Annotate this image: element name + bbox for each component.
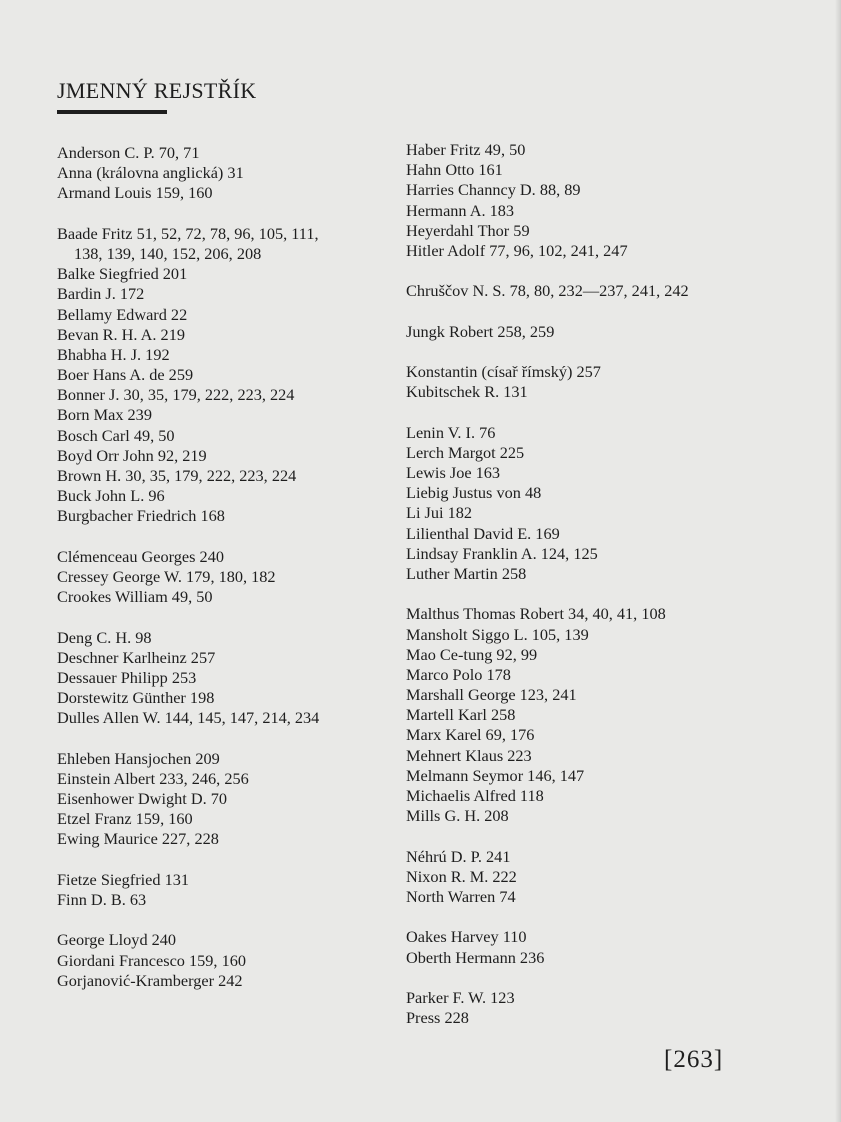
- index-entry: Giordani Francesco 159, 160: [57, 950, 246, 970]
- index-entry: Gorjanović-Kramberger 242: [57, 970, 243, 990]
- index-entry: Balke Siegfried 201: [57, 264, 188, 284]
- group-spacer: [57, 910, 319, 930]
- index-entry: Bardin J. 172: [57, 284, 145, 304]
- index-entry: Eisenhower Dwight D. 70: [57, 789, 228, 808]
- group-spacer: [57, 204, 319, 224]
- index-entry: Baade Fritz 51, 52, 72, 78, 96, 105, 111,: [57, 223, 319, 243]
- index-entry: Hermann A. 183: [406, 200, 515, 220]
- index-entry: Crookes William 49, 50: [57, 587, 213, 607]
- index-entry: Bonner J. 30, 35, 179, 222, 223, 224: [57, 385, 295, 405]
- index-entry: Kubitschek R. 131: [406, 382, 528, 402]
- index-entry: Malthus Thomas Robert 34, 40, 41, 108: [406, 604, 666, 624]
- index-entry: Dulles Allen W. 144, 145, 147, 214, 234: [57, 708, 320, 728]
- index-entry: Bosch Carl 49, 50: [57, 425, 175, 445]
- index-entry: Deng C. H. 98: [57, 627, 152, 647]
- index-entry: Fietze Siegfried 131: [57, 869, 190, 889]
- index-entry: Anderson C. P. 70, 71: [57, 143, 200, 162]
- index-entry: Konstantin (císař římský) 257: [406, 362, 601, 382]
- index-entry: Lindsay Franklin A. 124, 125: [406, 543, 598, 563]
- index-entry: Néhrú D. P. 241: [406, 846, 511, 866]
- index-entry: Marco Polo 178: [406, 664, 511, 684]
- index-entry: Ehleben Hansjochen 209: [57, 748, 220, 768]
- index-entry: Lerch Margot 225: [406, 442, 525, 462]
- index-entry: Ewing Maurice 227, 228: [57, 829, 219, 849]
- index-entry: Michaelis Alfred 118: [406, 786, 544, 805]
- index-entry: Liebig Justus von 48: [406, 483, 542, 503]
- index-entry: Harries Channcy D. 88, 89: [406, 180, 581, 200]
- group-spacer: [406, 826, 689, 846]
- index-entry: Mansholt Siggo L. 105, 139: [406, 624, 589, 644]
- index-entry: Anna (královna anglická) 31: [57, 163, 244, 183]
- index-entry: Press 228: [406, 1008, 469, 1028]
- title-underline: [57, 110, 167, 114]
- group-spacer: [406, 342, 689, 362]
- index-entry: Bellamy Edward 22: [57, 304, 188, 324]
- index-entry: Armand Louis 159, 160: [57, 183, 213, 203]
- index-column-left: [57, 143, 319, 991]
- index-entry: Marshall George 123, 241: [406, 685, 577, 705]
- index-entry: Heyerdahl Thor 59: [406, 220, 530, 240]
- index-entry: Etzel Franz 159, 160: [57, 809, 193, 829]
- index-entry: Boer Hans A. de 259: [57, 365, 194, 385]
- group-spacer: [57, 728, 319, 748]
- group-spacer: [406, 402, 689, 422]
- group-spacer: [406, 261, 689, 281]
- index-entry: Chruščov N. S. 78, 80, 232—237, 241, 242: [406, 281, 689, 301]
- index-entry: Buck John L. 96: [57, 486, 165, 506]
- page-title: JMENNÝ REJSTŘÍK: [57, 78, 257, 103]
- index-entry: Oakes Harvey 110: [406, 927, 527, 947]
- index-entry: Mao Ce-tung 92, 99: [406, 644, 538, 664]
- index-column-right: [406, 140, 689, 1028]
- index-entry: Cressey George W. 179, 180, 182: [57, 566, 276, 586]
- index-entry: Bhabha H. J. 192: [57, 344, 170, 364]
- group-spacer: [57, 850, 319, 870]
- index-entry: Oberth Hermann 236: [406, 947, 545, 967]
- index-entry: Martell Karl 258: [406, 705, 516, 725]
- index-entry: Li Jui 182: [406, 503, 473, 523]
- group-spacer: [57, 607, 319, 627]
- index-entry: Lilienthal David E. 169: [406, 523, 560, 543]
- index-entry: Hitler Adolf 77, 96, 102, 241, 247: [406, 240, 628, 260]
- index-entry: Clémenceau Georges 240: [57, 546, 224, 566]
- index-entry: Hahn Otto 161: [406, 160, 503, 180]
- index-entry-continuation: 138, 139, 140, 152, 206, 208: [74, 243, 262, 263]
- index-entry: Nixon R. M. 222: [406, 866, 517, 886]
- page-edge-shadow: [835, 0, 841, 1122]
- index-entry: Marx Karel 69, 176: [406, 725, 535, 745]
- page-number: [263]: [664, 1046, 724, 1073]
- index-entry: George Lloyd 240: [57, 930, 177, 950]
- index-entry: Finn D. B. 63: [57, 889, 147, 909]
- index-entry: Mills G. H. 208: [406, 806, 509, 826]
- index-entry: Dessauer Philipp 253: [57, 667, 197, 687]
- group-spacer: [406, 302, 689, 322]
- index-entry: Luther Martin 258: [406, 563, 527, 583]
- group-spacer: [406, 584, 689, 604]
- index-entry: Einstein Albert 233, 246, 256: [57, 768, 249, 788]
- index-entry: Brown H. 30, 35, 179, 222, 223, 224: [57, 466, 297, 485]
- index-entry: Boyd Orr John 92, 219: [57, 445, 207, 465]
- group-spacer: [57, 527, 319, 547]
- index-entry: Burgbacher Friedrich 168: [57, 506, 225, 526]
- index-entry: Jungk Robert 258, 259: [406, 321, 555, 341]
- index-entry: Born Max 239: [57, 405, 152, 425]
- index-entry: Parker F. W. 123: [406, 987, 515, 1007]
- index-entry: Deschner Karlheinz 257: [57, 647, 216, 667]
- index-entry: Haber Fritz 49, 50: [406, 140, 526, 159]
- group-spacer: [406, 907, 689, 927]
- group-spacer: [406, 968, 689, 988]
- index-entry: Dorstewitz Günther 198: [57, 688, 215, 708]
- index-entry: Melmann Seymor 146, 147: [406, 765, 585, 785]
- index-entry: Lewis Joe 163: [406, 463, 501, 482]
- index-entry: Mehnert Klaus 223: [406, 745, 532, 765]
- index-entry: Lenin V. I. 76: [406, 422, 496, 442]
- index-entry: North Warren 74: [406, 886, 516, 906]
- index-entry: Bevan R. H. A. 219: [57, 324, 185, 344]
